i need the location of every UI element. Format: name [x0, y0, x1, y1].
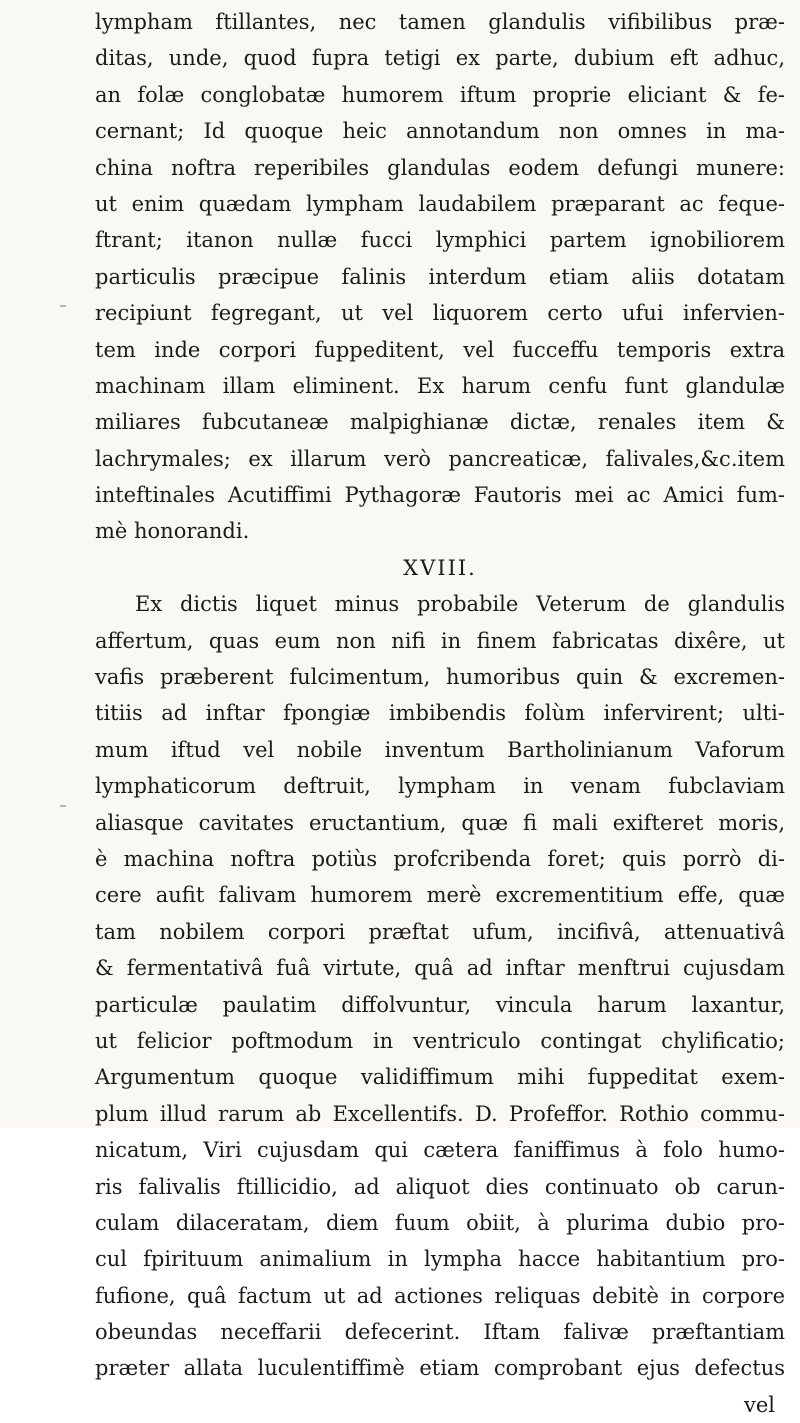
section-heading: XVIII.	[403, 555, 477, 580]
text-line: cul fpirituum animalium in lympha hacce habitantium pro-	[95, 1247, 785, 1272]
text-line: cere aufit falivam humorem merè excrementitium effe, quæ	[95, 883, 785, 908]
text-line: ditas, unde, quod fupra tetigi ex parte, dubium eft adhuc,	[95, 46, 785, 71]
text-line: affertum, quas eum non nifi in finem fabricatas dixêre, ut	[95, 628, 785, 653]
text-line: præter allata luculentiffimè etiam comprobant ejus defectus	[95, 1356, 785, 1381]
text-line: inteftinales Acutiffimi Pythagoræ Fautoris mei ac Amici fum-	[95, 483, 785, 508]
text-line: lymphaticorum deftruit, lympham in venam fubclaviam	[95, 774, 785, 799]
text-line: ut felicior poftmodum in ventriculo contingat chylificatio;	[95, 1028, 785, 1053]
text-line: plum illud rarum ab Excellentifs. D. Profeffor. Rothio commu-	[95, 1101, 785, 1126]
text-line: cernant; Id quoque heic annotandum non omnes in ma-	[95, 119, 785, 144]
text-line: vafis præberent fulcimentum, humoribus quin & excremen-	[95, 665, 785, 690]
paragraph-end-line: mè honorandi.	[95, 519, 250, 544]
catchword: vel	[743, 1392, 775, 1417]
text-line: culam dilaceratam, diem fuum obiit, à plurima dubio pro-	[95, 1210, 785, 1235]
text-line: Argumentum quoque validiffimum mihi fuppeditat exem-	[95, 1065, 785, 1090]
text-line: lachrymales; ex illarum verò pancreaticæ, falivales,&c.item	[95, 446, 785, 471]
text-line: recipiunt fegregant, ut vel liquorem certo ufui infervien-	[95, 301, 785, 326]
text-line: titiis ad inftar fpongiæ imbibendis folùm infervirent; ulti-	[95, 701, 785, 726]
text-line: & fermentativâ fuâ virtute, quâ ad inftar menftrui cujusdam	[95, 956, 785, 981]
text-line: ut enim quædam lympham laudabilem præparant ac feque-	[95, 191, 785, 216]
text-line: obeundas neceffarii defecerint. Iftam falivæ præftantiam	[95, 1320, 785, 1345]
text-line: ftrant; itanon nullæ fucci lymphici partem ignobiliorem	[95, 228, 785, 253]
text-line: lympham ftillantes, nec tamen glandulis vifibilibus præ-	[95, 10, 785, 34]
text-line: ris falivalis ftillicidio, ad aliquot dies continuato ob carun-	[95, 1174, 785, 1199]
margin-mark	[60, 805, 66, 807]
text-line: miliares fubcutaneæ malpighianæ dictæ, renales item &	[95, 410, 785, 435]
text-line: tam nobilem corpori præftat ufum, incifivâ, attenuativâ	[95, 919, 785, 944]
text-line: china noftra reperibiles glandulas eodem defungi munere:	[95, 155, 785, 180]
text-line: an folæ conglobatæ humorem iftum proprie eliciant & fe-	[95, 82, 785, 107]
page-text	[95, 4, 785, 1423]
text-line: mum iftud vel nobile inventum Bartholinianum Vaforum	[95, 737, 785, 762]
text-line: particulis præcipue falinis interdum etiam aliis dotatam	[95, 264, 785, 289]
margin-mark	[60, 305, 66, 307]
text-line: nicatum, Viri cujusdam qui cætera faniffimus à folo humo-	[95, 1138, 785, 1163]
paragraph-first-line: Ex dictis liquet minus probabile Veterum de glandulis	[135, 592, 785, 617]
text-line: machinam illam eliminent. Ex harum cenfu funt glandulæ	[95, 373, 785, 398]
text-line: tem inde corpori fuppeditent, vel fucceffu temporis extra	[95, 337, 785, 362]
text-line: aliasque cavitates eructantium, quæ fi mali exifteret moris,	[95, 810, 785, 835]
text-line: fufione, quâ factum ut ad actiones reliquas debitè in corpore	[95, 1283, 785, 1308]
text-line: particulæ paulatim diffolvuntur, vincula harum laxantur,	[95, 992, 785, 1017]
text-line: è machina noftra potiùs profcribenda foret; quis porrò di-	[95, 846, 785, 871]
